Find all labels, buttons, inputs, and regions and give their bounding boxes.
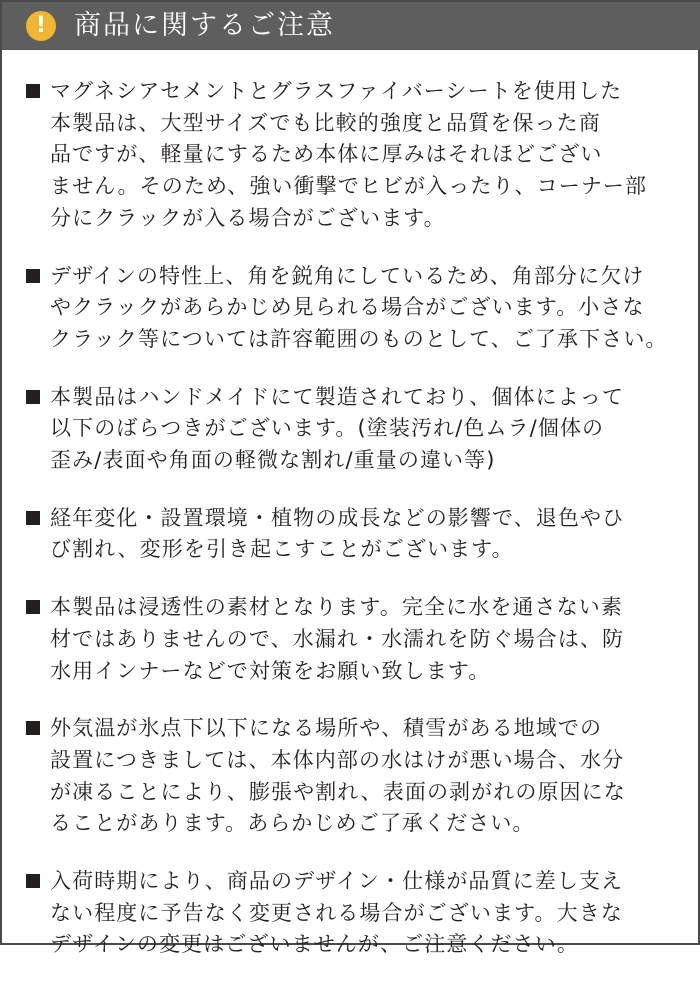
square-bullet-icon xyxy=(26,269,40,283)
notice-text-line: 経年変化・設置環境・植物の成長などの影響で、退色やひ xyxy=(50,505,625,530)
notice-text-line: 材ではありませんので、水漏れ・水濡れを防ぐ場合は、防 xyxy=(50,626,625,651)
square-bullet-icon xyxy=(26,390,40,404)
square-bullet-icon xyxy=(26,511,40,525)
notice-text-line: デザインの変更はございませんが、ご注意ください。 xyxy=(50,932,579,957)
notice-item xyxy=(2,503,700,566)
notice-text-line: 以下のばらつきがございます。(塗装汚れ/色ムラ/個体の xyxy=(50,416,605,441)
notice-title: 商品に関するご注意 xyxy=(74,10,335,41)
notice-text-line: 品ですが、軽量にするため本体に厚みはそれほどござい xyxy=(50,142,603,167)
notice-text-line: ない程度に予告なく変更される場合がございます。大きな xyxy=(50,900,623,925)
notice-text-line: が凍ることにより、膨張や割れ、表面の剥がれの原因にな xyxy=(50,779,626,804)
notice-header xyxy=(2,2,700,50)
notice-item xyxy=(2,382,700,477)
square-bullet-icon xyxy=(26,721,40,735)
notice-item xyxy=(2,261,700,356)
notice-item xyxy=(2,866,700,961)
notice-text-line: やクラックがあらかじめ見られる場合がございます。小さな xyxy=(50,295,645,320)
notice-text-line: び割れ、変形を引き起こすことがございます。 xyxy=(50,537,514,562)
notice-text-line: デザインの特性上、角を鋭角にしているため、角部分に欠け xyxy=(50,263,645,288)
notice-text-line: ません。そのため、強い衝撃でヒビが入ったり、コーナー部 xyxy=(50,174,648,199)
notice-text-line: 本製品は、大型サイズでも比較的強度と品質を保った商 xyxy=(50,110,601,135)
notice-text-line: 分にクラックが入る場合がございます。 xyxy=(50,205,446,230)
notice-text-line: 入荷時期により、商品のデザイン・仕様が品質に差し支え xyxy=(50,869,624,894)
notice-list xyxy=(2,76,700,987)
notice-text-line: マグネシアセメントとグラスファイバーシートを使用した xyxy=(50,79,623,103)
notice-item xyxy=(2,713,700,840)
square-bullet-icon xyxy=(26,874,40,888)
square-bullet-icon xyxy=(26,84,40,98)
notice-text-line: 設置につきましては、本体内部の水はけが悪い場合、水分 xyxy=(50,747,625,772)
notice-text-line: ることがあります。あらかじめご了承ください。 xyxy=(50,811,535,836)
notice-text-line: 歪み/表面や角面の軽微な割れ/重量の違い等) xyxy=(50,448,496,473)
notice-item xyxy=(2,76,700,235)
notice-text-line: 外気温が氷点下以下になる場所や、積雪がある地域での xyxy=(50,716,603,741)
notice-text-line: 本製品はハンドメイドにて製造されており、個体によって xyxy=(50,384,624,409)
exclamation-circle-icon: ! xyxy=(26,11,56,41)
square-bullet-icon xyxy=(26,600,40,614)
notice-text-line: 水用インナーなどで対策をお願い致します。 xyxy=(50,658,491,683)
notice-text-line: 本製品は浸透性の素材となります。完全に水を通さない素 xyxy=(50,595,623,620)
notice-text-line: クラック等については許容範囲のものとして、ご了承下さい。 xyxy=(50,326,668,351)
notice-item xyxy=(2,592,700,687)
